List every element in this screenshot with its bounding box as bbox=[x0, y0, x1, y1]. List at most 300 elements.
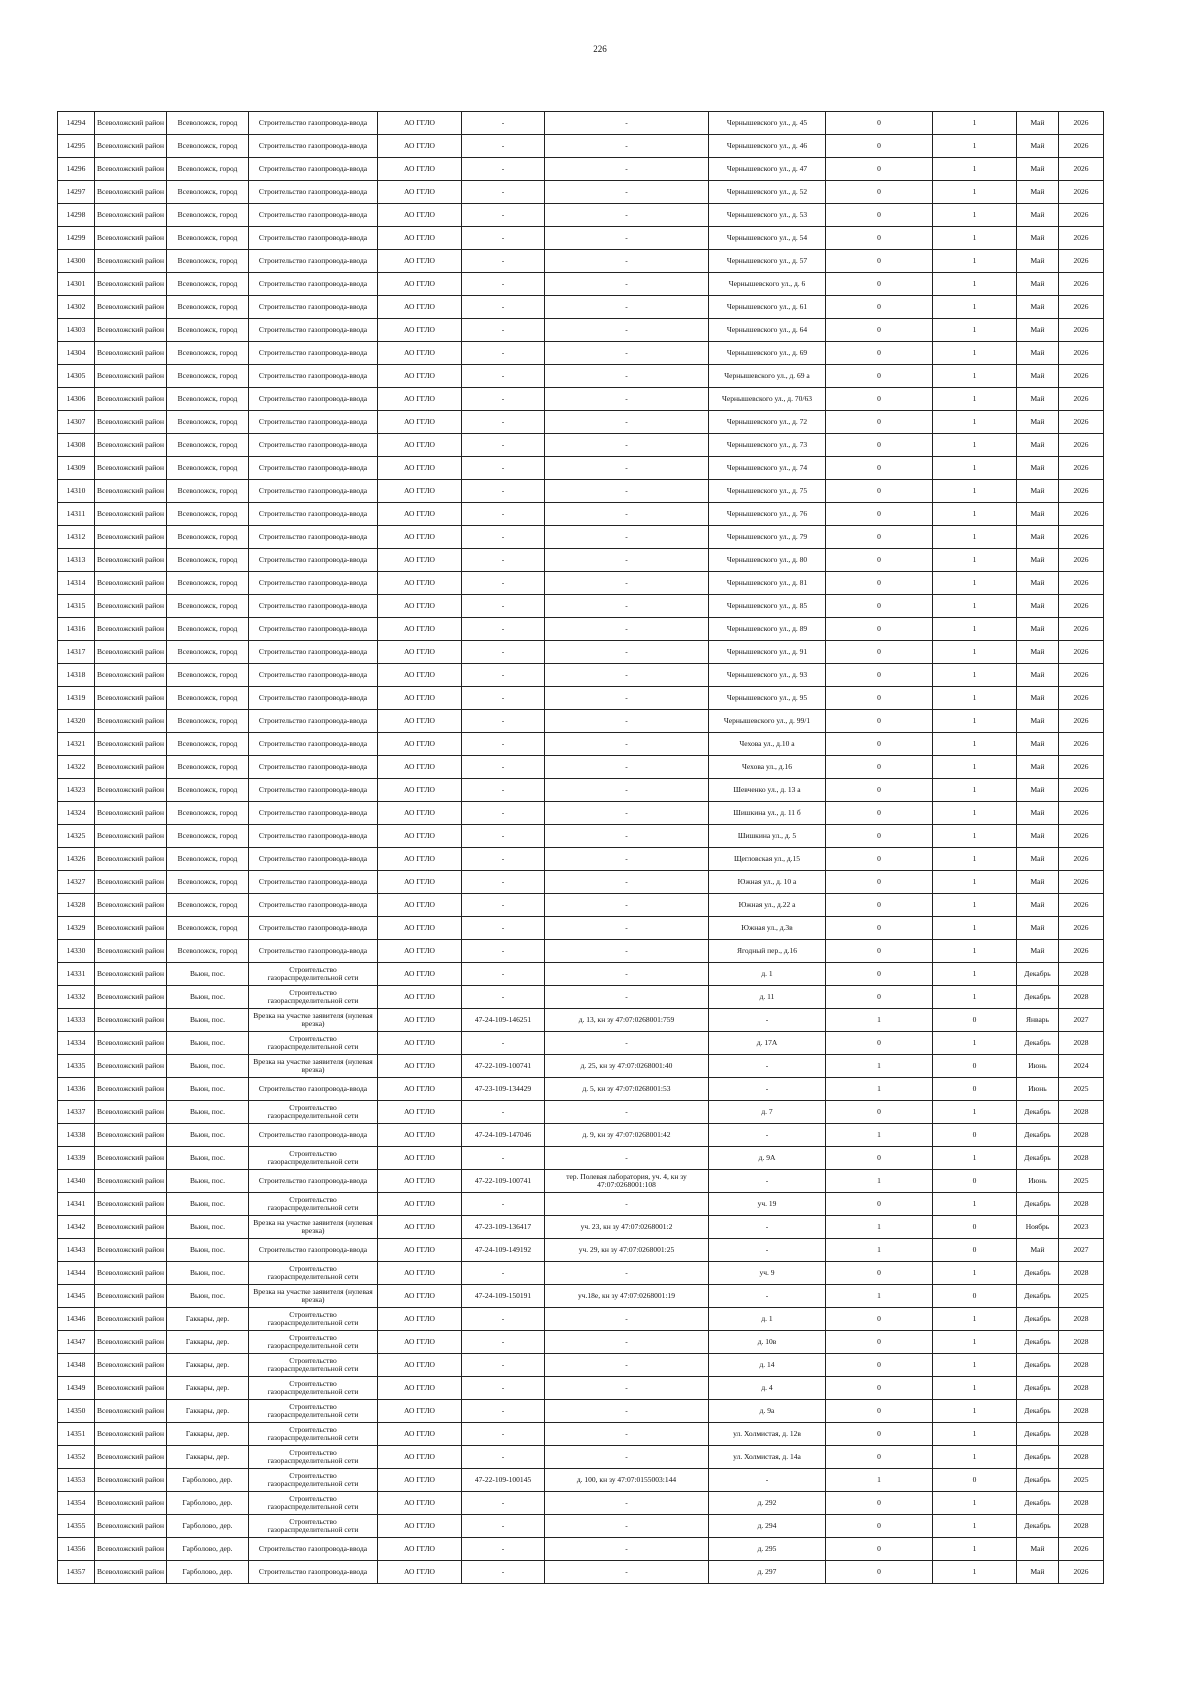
settlement-cell: Гарболово, дер. bbox=[167, 1492, 249, 1515]
connected-count-cell: 0 bbox=[826, 1262, 933, 1285]
organization-cell: АО ГГЛО bbox=[378, 204, 462, 227]
organization-cell: АО ГГЛО bbox=[378, 158, 462, 181]
year-cell: 2028 bbox=[1059, 1400, 1104, 1423]
district-cell: Всеволожский район bbox=[95, 1170, 167, 1193]
row-number: 14311 bbox=[58, 503, 95, 526]
connected-count-cell: 0 bbox=[826, 365, 933, 388]
work-type-cell: Строительство газораспределительной сети bbox=[249, 1377, 378, 1400]
organization-cell: АО ГГЛО bbox=[378, 1101, 462, 1124]
month-cell: Май bbox=[1017, 319, 1059, 342]
organization-cell: АО ГГЛО bbox=[378, 1147, 462, 1170]
address-cell: д. 1 bbox=[709, 963, 826, 986]
month-cell: Май bbox=[1017, 733, 1059, 756]
row-number: 14315 bbox=[58, 595, 95, 618]
table-row bbox=[58, 1285, 1104, 1308]
planned-count-cell: 1 bbox=[933, 1101, 1017, 1124]
work-type-cell: Строительство газопровода-ввода bbox=[249, 687, 378, 710]
cadastral-address-cell: д. 25, кн зу 47:07:0268001:40 bbox=[545, 1055, 709, 1078]
month-cell: Май bbox=[1017, 434, 1059, 457]
application-number-cell: - bbox=[462, 1515, 545, 1538]
month-cell: Декабрь bbox=[1017, 963, 1059, 986]
row-number: 14345 bbox=[58, 1285, 95, 1308]
month-cell: Май bbox=[1017, 894, 1059, 917]
organization-cell: АО ГГЛО bbox=[378, 1377, 462, 1400]
organization-cell: АО ГГЛО bbox=[378, 227, 462, 250]
address-cell: Чернышевского ул., д. 6 bbox=[709, 273, 826, 296]
year-cell: 2028 bbox=[1059, 1032, 1104, 1055]
month-cell: Май bbox=[1017, 181, 1059, 204]
settlement-cell: Всеволожск, город bbox=[167, 411, 249, 434]
address-cell: д. 7 bbox=[709, 1101, 826, 1124]
table-row bbox=[58, 457, 1104, 480]
application-number-cell: - bbox=[462, 457, 545, 480]
month-cell: Май bbox=[1017, 595, 1059, 618]
settlement-cell: Всеволожск, город bbox=[167, 204, 249, 227]
district-cell: Всеволожский район bbox=[95, 1423, 167, 1446]
application-number-cell: - bbox=[462, 1400, 545, 1423]
planned-count-cell: 1 bbox=[933, 1492, 1017, 1515]
row-number: 14340 bbox=[58, 1170, 95, 1193]
address-cell: уч. 9 bbox=[709, 1262, 826, 1285]
work-type-cell: Врезка на участке заявителя (нулевая врезка) bbox=[249, 1055, 378, 1078]
row-number: 14297 bbox=[58, 181, 95, 204]
table-row bbox=[58, 1400, 1104, 1423]
address-cell: Чернышевского ул., д. 57 bbox=[709, 250, 826, 273]
application-number-cell: - bbox=[462, 1492, 545, 1515]
connected-count-cell: 0 bbox=[826, 181, 933, 204]
cadastral-address-cell: - bbox=[545, 1147, 709, 1170]
table-row bbox=[58, 963, 1104, 986]
settlement-cell: Всеволожск, город bbox=[167, 227, 249, 250]
district-cell: Всеволожский район bbox=[95, 641, 167, 664]
month-cell: Декабрь bbox=[1017, 1101, 1059, 1124]
settlement-cell: Гаккары, дер. bbox=[167, 1354, 249, 1377]
work-type-cell: Строительство газораспределительной сети bbox=[249, 963, 378, 986]
year-cell: 2026 bbox=[1059, 894, 1104, 917]
table-row bbox=[58, 664, 1104, 687]
application-number-cell: - bbox=[462, 825, 545, 848]
cadastral-address-cell: - bbox=[545, 181, 709, 204]
table-row bbox=[58, 365, 1104, 388]
work-type-cell: Строительство газопровода-ввода bbox=[249, 503, 378, 526]
planned-count-cell: 1 bbox=[933, 1032, 1017, 1055]
cadastral-address-cell: - bbox=[545, 1400, 709, 1423]
planned-count-cell: 1 bbox=[933, 319, 1017, 342]
row-number: 14313 bbox=[58, 549, 95, 572]
month-cell: Декабрь bbox=[1017, 1331, 1059, 1354]
connected-count-cell: 0 bbox=[826, 779, 933, 802]
settlement-cell: Гарболово, дер. bbox=[167, 1561, 249, 1584]
month-cell: Декабрь bbox=[1017, 1308, 1059, 1331]
address-cell: Чернышевского ул., д. 93 bbox=[709, 664, 826, 687]
connected-count-cell: 0 bbox=[826, 986, 933, 1009]
row-number: 14355 bbox=[58, 1515, 95, 1538]
connected-count-cell: 0 bbox=[826, 917, 933, 940]
planned-count-cell: 1 bbox=[933, 986, 1017, 1009]
row-number: 14294 bbox=[58, 112, 95, 135]
row-number: 14312 bbox=[58, 526, 95, 549]
settlement-cell: Вьюн, пос. bbox=[167, 1262, 249, 1285]
month-cell: Декабрь bbox=[1017, 1147, 1059, 1170]
settlement-cell: Всеволожск, город bbox=[167, 779, 249, 802]
work-type-cell: Строительство газораспределительной сети bbox=[249, 1331, 378, 1354]
work-type-cell: Строительство газопровода-ввода bbox=[249, 158, 378, 181]
district-cell: Всеволожский район bbox=[95, 756, 167, 779]
address-cell: Чернышевского ул., д. 74 bbox=[709, 457, 826, 480]
organization-cell: АО ГГЛО bbox=[378, 112, 462, 135]
settlement-cell: Всеволожск, город bbox=[167, 250, 249, 273]
settlement-cell: Вьюн, пос. bbox=[167, 1101, 249, 1124]
connected-count-cell: 0 bbox=[826, 204, 933, 227]
month-cell: Май bbox=[1017, 687, 1059, 710]
table-row bbox=[58, 1147, 1104, 1170]
year-cell: 2028 bbox=[1059, 1492, 1104, 1515]
organization-cell: АО ГГЛО bbox=[378, 135, 462, 158]
planned-count-cell: 0 bbox=[933, 1170, 1017, 1193]
organization-cell: АО ГГЛО bbox=[378, 388, 462, 411]
row-number: 14302 bbox=[58, 296, 95, 319]
month-cell: Май bbox=[1017, 1561, 1059, 1584]
year-cell: 2026 bbox=[1059, 802, 1104, 825]
connected-count-cell: 0 bbox=[826, 572, 933, 595]
connected-count-cell: 0 bbox=[826, 664, 933, 687]
planned-count-cell: 1 bbox=[933, 871, 1017, 894]
month-cell: Май bbox=[1017, 250, 1059, 273]
address-cell: Чернышевского ул., д. 73 bbox=[709, 434, 826, 457]
planned-count-cell: 1 bbox=[933, 135, 1017, 158]
application-number-cell: - bbox=[462, 526, 545, 549]
year-cell: 2026 bbox=[1059, 457, 1104, 480]
cadastral-address-cell: - bbox=[545, 411, 709, 434]
address-cell: Чернышевского ул., д. 69 а bbox=[709, 365, 826, 388]
table-row bbox=[58, 296, 1104, 319]
work-type-cell: Строительство газопровода-ввода bbox=[249, 181, 378, 204]
work-type-cell: Строительство газораспределительной сети bbox=[249, 1423, 378, 1446]
settlement-cell: Всеволожск, город bbox=[167, 595, 249, 618]
organization-cell: АО ГГЛО bbox=[378, 319, 462, 342]
work-type-cell: Строительство газопровода-ввода bbox=[249, 1239, 378, 1262]
table-row bbox=[58, 503, 1104, 526]
work-type-cell: Строительство газопровода-ввода bbox=[249, 204, 378, 227]
work-type-cell: Строительство газораспределительной сети bbox=[249, 1446, 378, 1469]
address-cell: Южная ул., д.3в bbox=[709, 917, 826, 940]
address-cell: Щегловская ул., д.15 bbox=[709, 848, 826, 871]
table-row bbox=[58, 181, 1104, 204]
settlement-cell: Всеволожск, город bbox=[167, 181, 249, 204]
connected-count-cell: 0 bbox=[826, 388, 933, 411]
year-cell: 2026 bbox=[1059, 480, 1104, 503]
application-number-cell: 47-22-109-100741 bbox=[462, 1055, 545, 1078]
settlement-cell: Всеволожск, город bbox=[167, 710, 249, 733]
table-row bbox=[58, 204, 1104, 227]
row-number: 14310 bbox=[58, 480, 95, 503]
organization-cell: АО ГГЛО bbox=[378, 1009, 462, 1032]
month-cell: Май bbox=[1017, 618, 1059, 641]
planned-count-cell: 1 bbox=[933, 1354, 1017, 1377]
year-cell: 2026 bbox=[1059, 595, 1104, 618]
application-number-cell: - bbox=[462, 227, 545, 250]
connected-count-cell: 0 bbox=[826, 940, 933, 963]
month-cell: Май bbox=[1017, 526, 1059, 549]
work-type-cell: Строительство газораспределительной сети bbox=[249, 1492, 378, 1515]
work-type-cell: Строительство газопровода-ввода bbox=[249, 388, 378, 411]
application-number-cell: - bbox=[462, 503, 545, 526]
table-body bbox=[58, 112, 1104, 1584]
work-type-cell: Строительство газопровода-ввода bbox=[249, 848, 378, 871]
connected-count-cell: 0 bbox=[826, 1561, 933, 1584]
organization-cell: АО ГГЛО bbox=[378, 618, 462, 641]
work-type-cell: Врезка на участке заявителя (нулевая врезка) bbox=[249, 1216, 378, 1239]
table-row bbox=[58, 779, 1104, 802]
year-cell: 2025 bbox=[1059, 1170, 1104, 1193]
organization-cell: АО ГГЛО bbox=[378, 1561, 462, 1584]
address-cell: Чернышевского ул., д. 45 bbox=[709, 112, 826, 135]
settlement-cell: Гарболово, дер. bbox=[167, 1538, 249, 1561]
organization-cell: АО ГГЛО bbox=[378, 1216, 462, 1239]
row-number: 14354 bbox=[58, 1492, 95, 1515]
settlement-cell: Всеволожск, город bbox=[167, 480, 249, 503]
connected-count-cell: 0 bbox=[826, 296, 933, 319]
application-number-cell: - bbox=[462, 871, 545, 894]
settlement-cell: Всеволожск, город bbox=[167, 526, 249, 549]
row-number: 14314 bbox=[58, 572, 95, 595]
row-number: 14335 bbox=[58, 1055, 95, 1078]
row-number: 14307 bbox=[58, 411, 95, 434]
row-number: 14298 bbox=[58, 204, 95, 227]
cadastral-address-cell: тер. Полевая лаборатория, уч. 4, кн зу 47:07:0268001:108 bbox=[545, 1170, 709, 1193]
district-cell: Всеволожский район bbox=[95, 1055, 167, 1078]
table-row bbox=[58, 1492, 1104, 1515]
row-number: 14316 bbox=[58, 618, 95, 641]
planned-count-cell: 1 bbox=[933, 1377, 1017, 1400]
application-number-cell: 47-23-109-136417 bbox=[462, 1216, 545, 1239]
connected-count-cell: 0 bbox=[826, 894, 933, 917]
table-row bbox=[58, 894, 1104, 917]
planned-count-cell: 0 bbox=[933, 1055, 1017, 1078]
year-cell: 2028 bbox=[1059, 1101, 1104, 1124]
connected-count-cell: 0 bbox=[826, 526, 933, 549]
planned-count-cell: 1 bbox=[933, 1561, 1017, 1584]
district-cell: Всеволожский район bbox=[95, 204, 167, 227]
address-cell: Чернышевского ул., д. 47 bbox=[709, 158, 826, 181]
connected-count-cell: 0 bbox=[826, 457, 933, 480]
year-cell: 2026 bbox=[1059, 871, 1104, 894]
cadastral-address-cell: - bbox=[545, 273, 709, 296]
row-number: 14318 bbox=[58, 664, 95, 687]
application-number-cell: - bbox=[462, 480, 545, 503]
settlement-cell: Всеволожск, город bbox=[167, 825, 249, 848]
work-type-cell: Строительство газораспределительной сети bbox=[249, 986, 378, 1009]
address-cell: д. 17А bbox=[709, 1032, 826, 1055]
month-cell: Май bbox=[1017, 848, 1059, 871]
year-cell: 2026 bbox=[1059, 756, 1104, 779]
address-cell: д. 4 bbox=[709, 1377, 826, 1400]
month-cell: Май bbox=[1017, 227, 1059, 250]
year-cell: 2025 bbox=[1059, 1469, 1104, 1492]
application-number-cell: - bbox=[462, 664, 545, 687]
month-cell: Май bbox=[1017, 158, 1059, 181]
cadastral-address-cell: - bbox=[545, 756, 709, 779]
month-cell: Декабрь bbox=[1017, 1377, 1059, 1400]
settlement-cell: Вьюн, пос. bbox=[167, 1170, 249, 1193]
table-row bbox=[58, 388, 1104, 411]
work-type-cell: Строительство газопровода-ввода bbox=[249, 802, 378, 825]
planned-count-cell: 1 bbox=[933, 457, 1017, 480]
cadastral-address-cell: - bbox=[545, 365, 709, 388]
settlement-cell: Всеволожск, город bbox=[167, 756, 249, 779]
row-number: 14347 bbox=[58, 1331, 95, 1354]
table-row bbox=[58, 618, 1104, 641]
month-cell: Май bbox=[1017, 365, 1059, 388]
district-cell: Всеволожский район bbox=[95, 848, 167, 871]
application-number-cell: - bbox=[462, 618, 545, 641]
cadastral-address-cell: уч. 29, кн зу 47:07:0268001:25 bbox=[545, 1239, 709, 1262]
application-number-cell: - bbox=[462, 917, 545, 940]
month-cell: Май bbox=[1017, 503, 1059, 526]
work-type-cell: Строительство газопровода-ввода bbox=[249, 871, 378, 894]
work-type-cell: Врезка на участке заявителя (нулевая врезка) bbox=[249, 1285, 378, 1308]
work-type-cell: Строительство газопровода-ввода bbox=[249, 365, 378, 388]
work-type-cell: Строительство газораспределительной сети bbox=[249, 1354, 378, 1377]
table-row bbox=[58, 1101, 1104, 1124]
application-number-cell: - bbox=[462, 940, 545, 963]
table-row bbox=[58, 1262, 1104, 1285]
work-type-cell: Строительство газопровода-ввода bbox=[249, 457, 378, 480]
row-number: 14357 bbox=[58, 1561, 95, 1584]
address-cell: - bbox=[709, 1009, 826, 1032]
connected-count-cell: 0 bbox=[826, 342, 933, 365]
connected-count-cell: 0 bbox=[826, 135, 933, 158]
settlement-cell: Всеволожск, город bbox=[167, 802, 249, 825]
month-cell: Май bbox=[1017, 273, 1059, 296]
year-cell: 2026 bbox=[1059, 227, 1104, 250]
table-row bbox=[58, 756, 1104, 779]
cadastral-address-cell: - bbox=[545, 503, 709, 526]
work-type-cell: Строительство газопровода-ввода bbox=[249, 273, 378, 296]
planned-count-cell: 1 bbox=[933, 894, 1017, 917]
month-cell: Май bbox=[1017, 572, 1059, 595]
cadastral-address-cell: - bbox=[545, 733, 709, 756]
planned-count-cell: 1 bbox=[933, 940, 1017, 963]
year-cell: 2028 bbox=[1059, 1147, 1104, 1170]
address-cell: Чернышевского ул., д. 79 bbox=[709, 526, 826, 549]
table-row bbox=[58, 227, 1104, 250]
settlement-cell: Гаккары, дер. bbox=[167, 1423, 249, 1446]
table-row bbox=[58, 1170, 1104, 1193]
table-row bbox=[58, 1515, 1104, 1538]
application-number-cell: 47-24-109-149192 bbox=[462, 1239, 545, 1262]
row-number: 14346 bbox=[58, 1308, 95, 1331]
row-number: 14334 bbox=[58, 1032, 95, 1055]
work-type-cell: Строительство газораспределительной сети bbox=[249, 1193, 378, 1216]
district-cell: Всеволожский район bbox=[95, 710, 167, 733]
organization-cell: АО ГГЛО bbox=[378, 1262, 462, 1285]
year-cell: 2028 bbox=[1059, 986, 1104, 1009]
connected-count-cell: 0 bbox=[826, 848, 933, 871]
settlement-cell: Всеволожск, город bbox=[167, 457, 249, 480]
cadastral-address-cell: - bbox=[545, 480, 709, 503]
district-cell: Всеволожский район bbox=[95, 549, 167, 572]
cadastral-address-cell: - bbox=[545, 388, 709, 411]
application-number-cell: - bbox=[462, 894, 545, 917]
organization-cell: АО ГГЛО bbox=[378, 526, 462, 549]
connected-count-cell: 1 bbox=[826, 1055, 933, 1078]
table-row bbox=[58, 135, 1104, 158]
cadastral-address-cell: - bbox=[545, 1193, 709, 1216]
organization-cell: АО ГГЛО bbox=[378, 710, 462, 733]
organization-cell: АО ГГЛО bbox=[378, 1469, 462, 1492]
planned-count-cell: 1 bbox=[933, 296, 1017, 319]
month-cell: Май bbox=[1017, 871, 1059, 894]
district-cell: Всеволожский район bbox=[95, 1331, 167, 1354]
year-cell: 2028 bbox=[1059, 1124, 1104, 1147]
application-number-cell: 47-24-109-150191 bbox=[462, 1285, 545, 1308]
connected-count-cell: 0 bbox=[826, 1400, 933, 1423]
row-number: 14327 bbox=[58, 871, 95, 894]
settlement-cell: Гаккары, дер. bbox=[167, 1446, 249, 1469]
address-cell: Чернышевского ул., д. 61 bbox=[709, 296, 826, 319]
settlement-cell: Всеволожск, город bbox=[167, 572, 249, 595]
connected-count-cell: 0 bbox=[826, 1101, 933, 1124]
application-number-cell: - bbox=[462, 158, 545, 181]
year-cell: 2026 bbox=[1059, 342, 1104, 365]
work-type-cell: Строительство газопровода-ввода bbox=[249, 572, 378, 595]
connected-count-cell: 0 bbox=[826, 733, 933, 756]
application-number-cell: - bbox=[462, 250, 545, 273]
row-number: 14295 bbox=[58, 135, 95, 158]
settlement-cell: Вьюн, пос. bbox=[167, 1285, 249, 1308]
month-cell: Декабрь bbox=[1017, 1193, 1059, 1216]
application-number-cell: - bbox=[462, 365, 545, 388]
application-number-cell: 47-24-109-147046 bbox=[462, 1124, 545, 1147]
application-number-cell: - bbox=[462, 687, 545, 710]
organization-cell: АО ГГЛО bbox=[378, 250, 462, 273]
month-cell: Июнь bbox=[1017, 1055, 1059, 1078]
planned-count-cell: 1 bbox=[933, 848, 1017, 871]
cadastral-address-cell: - bbox=[545, 1423, 709, 1446]
settlement-cell: Всеволожск, город bbox=[167, 296, 249, 319]
row-number: 14322 bbox=[58, 756, 95, 779]
address-cell: - bbox=[709, 1216, 826, 1239]
settlement-cell: Вьюн, пос. bbox=[167, 1193, 249, 1216]
month-cell: Май bbox=[1017, 1538, 1059, 1561]
district-cell: Всеволожский район bbox=[95, 1124, 167, 1147]
organization-cell: АО ГГЛО bbox=[378, 342, 462, 365]
address-cell: Чернышевского ул., д. 72 bbox=[709, 411, 826, 434]
table-row bbox=[58, 549, 1104, 572]
year-cell: 2026 bbox=[1059, 434, 1104, 457]
table-row bbox=[58, 1078, 1104, 1101]
work-type-cell: Строительство газораспределительной сети bbox=[249, 1101, 378, 1124]
planned-count-cell: 1 bbox=[933, 802, 1017, 825]
organization-cell: АО ГГЛО bbox=[378, 802, 462, 825]
address-cell: Южная ул., д.22 а bbox=[709, 894, 826, 917]
district-cell: Всеволожский район bbox=[95, 687, 167, 710]
cadastral-address-cell: - bbox=[545, 986, 709, 1009]
work-type-cell: Строительство газораспределительной сети bbox=[249, 1147, 378, 1170]
planned-count-cell: 1 bbox=[933, 756, 1017, 779]
planned-count-cell: 0 bbox=[933, 1078, 1017, 1101]
year-cell: 2026 bbox=[1059, 825, 1104, 848]
organization-cell: АО ГГЛО bbox=[378, 1078, 462, 1101]
cadastral-address-cell: - bbox=[545, 664, 709, 687]
organization-cell: АО ГГЛО bbox=[378, 1239, 462, 1262]
address-cell: Чехова ул., д.16 bbox=[709, 756, 826, 779]
month-cell: Май bbox=[1017, 296, 1059, 319]
work-type-cell: Строительство газопровода-ввода bbox=[249, 227, 378, 250]
cadastral-address-cell: - bbox=[545, 894, 709, 917]
settlement-cell: Гаккары, дер. bbox=[167, 1331, 249, 1354]
